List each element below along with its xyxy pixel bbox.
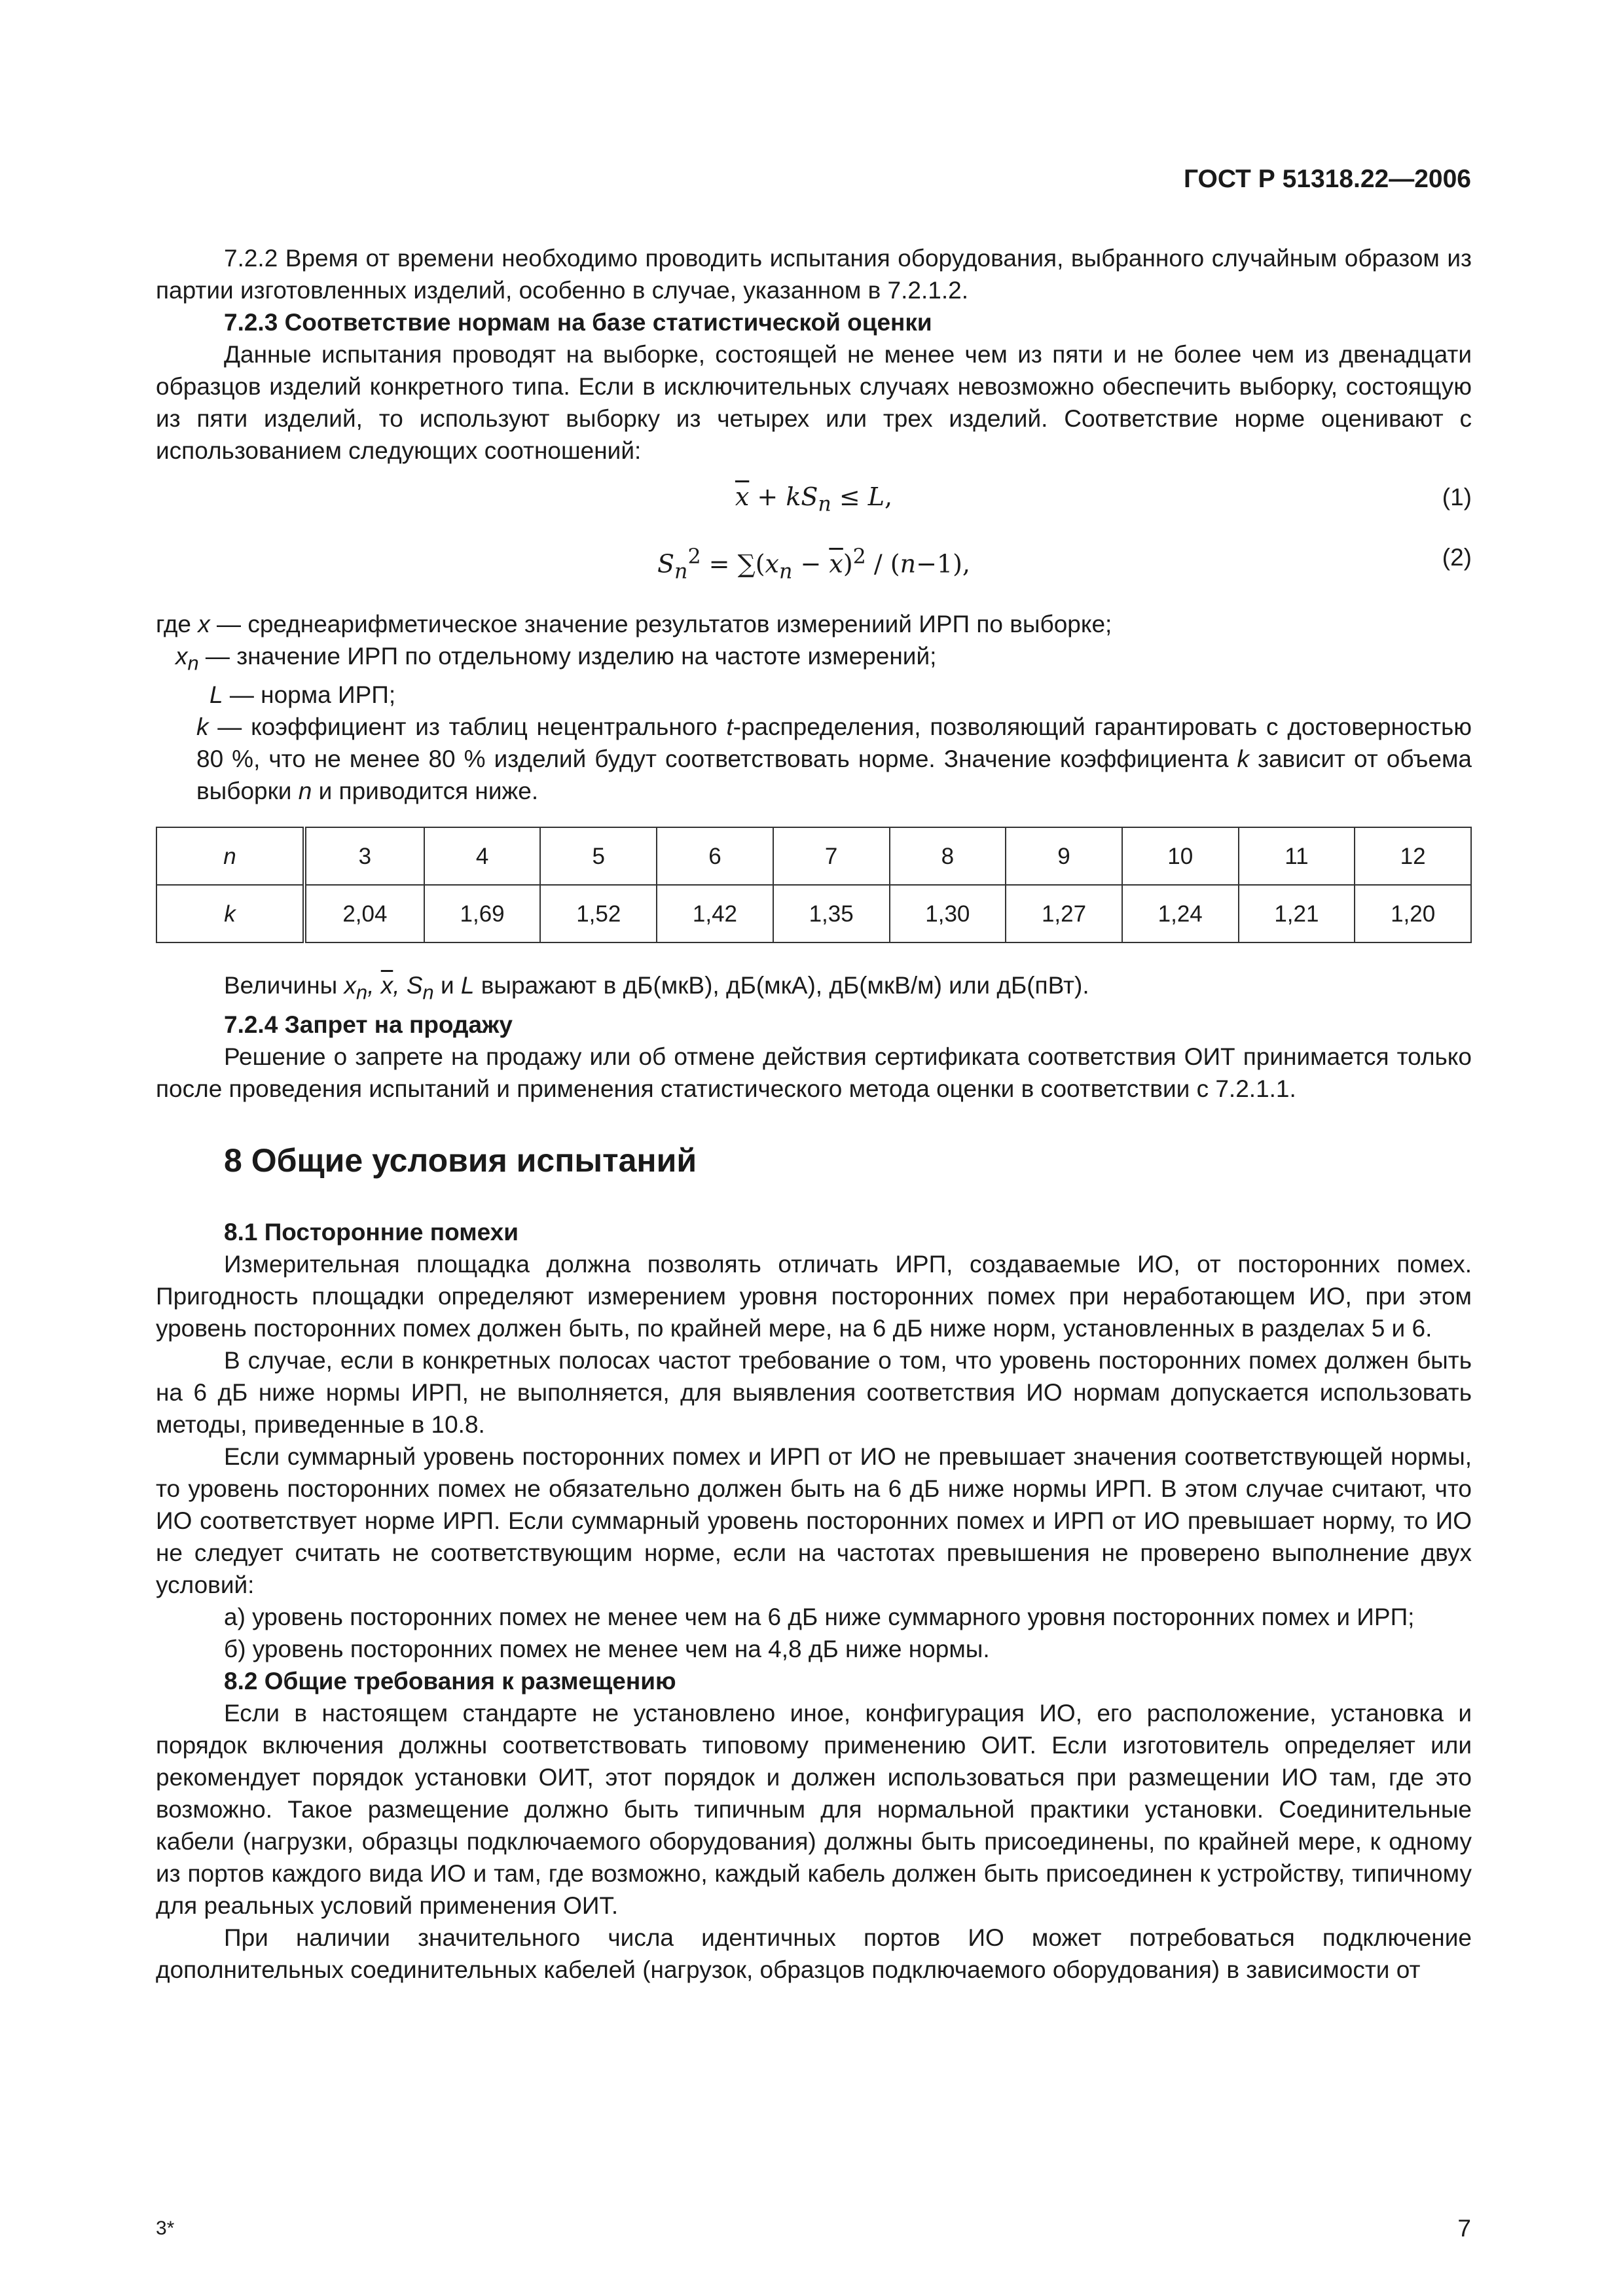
table-cell: 11	[1239, 827, 1355, 885]
definition-L-text: — норма ИРП;	[223, 681, 396, 709]
paragraph-7-2-2: 7.2.2 Время от времени необходимо проводить испытания оборудования, выбранного случайным образом из партии изготовленных изделий, особенно в случае, указанном в 7.2.1.2.	[156, 245, 1472, 304]
table-cell: 3	[304, 827, 424, 885]
list-item-a: а) уровень посторонних помех не менее чем на 6 дБ ниже суммарного уровня посторонних помех и ИРП;	[224, 1603, 1415, 1630]
table-cell: 1,52	[540, 885, 657, 942]
definition-xn	[156, 640, 1472, 679]
table-cell: 1,21	[1239, 885, 1355, 942]
definition-k-text-b: -распределения, позволяющий гарантировать с достоверностью 80 %, что не менее 80 % изделий будут соответствовать норме. Значение коэффициента	[196, 713, 1472, 773]
table-header-k: k	[156, 885, 304, 942]
symbol-k-inline: k	[1237, 745, 1249, 773]
paragraph-8-1-1: Измерительная площадка должна позволять отличать ИРП, создаваемые ИО, от посторонних помех. Пригодность площадки определяют измерением уровня посторонних помех при неработающем ИО, при этом уровень посторонних помех должен быть, по крайней мере, на 6 дБ ниже норм, установленных в разделах 5 и 6.	[156, 1250, 1472, 1342]
paragraph-8-1-3: Если суммарный уровень посторонних помех и ИРП от ИО не превышает значения соответствующей нормы, то уровень посторонних помех не обязательно должен быть на 6 дБ ниже нормы ИРП. В этом случае считают, что ИО соответствует норме ИРП. Если суммарный уровень посторонних помех и ИРП от ИО превышает норму, то ИО не следует считать не соответствующим норме, если на частотах превышения не проверено выполнение двух условий:	[156, 1443, 1472, 1598]
definition-k	[156, 711, 1472, 807]
formula-1	[156, 469, 1472, 529]
k-coefficient-table	[156, 827, 1472, 943]
paragraph-8-2-2: При наличии значительного числа идентичных портов ИО может потребоваться подключение дополнительных соединительных кабелей (нагрузок, образцов подключаемого оборудования) в зависимости от	[156, 1924, 1472, 1983]
paragraph-8-2-1: Если в настоящем стандарте не установлено иное, конфигурация ИО, его расположение, установка и порядок включения должны соответствовать типовому применению ОИТ. Если изготовитель определяет или рекомендует порядок установки ОИТ, этот порядок и должен использоваться при размещении ИО там, где это возможно. Такое размещение должно быть типичным для нормальной практики установки. Соединительные кабели (нагрузки, образцы подключаемого оборудования) должны быть присоединены, по крайней мере, к одному из портов каждого вида ИО и там, где возможно, каждый кабель должен быть присоединен к устройству, типичному для реальных условий применения ОИТ.	[156, 1699, 1472, 1919]
page-content	[156, 242, 1472, 1986]
table-cell: 8	[890, 827, 1006, 885]
table-cell: 1,30	[890, 885, 1006, 942]
units-note-a: Величины	[224, 972, 344, 999]
heading-7-2-4: 7.2.4 Запрет на продажу	[224, 1011, 513, 1038]
symbol-k: k	[196, 713, 209, 741]
table-header-n: n	[156, 827, 304, 885]
paragraph-8-1-2: В случае, если в конкретных полосах частот требование о том, что уровень посторонних помех должен быть на 6 дБ ниже нормы ИРП, не выполняется, для выявления соответствия ИО нормам допускается использовать методы, приведенные в 10.8.	[156, 1346, 1472, 1438]
symbol-t: t	[726, 713, 733, 741]
definition-k-text-c: зависит от объема выборки	[196, 745, 1472, 805]
table-row	[156, 885, 1471, 942]
units-note-c: выражают в дБ(мкВ), дБ(мкА), дБ(мкВ/м) или дБ(пВт).	[474, 972, 1089, 999]
table-cell: 1,24	[1122, 885, 1239, 942]
formula-2-expression: $S_n^2 = \sum(x_n - \overline{x})^2 / (n-1)$,	[657, 545, 970, 584]
units-note	[156, 969, 1472, 1008]
definition-x-text: — среднеарифметическое значение результатов измерениий ИРП по выборке;	[210, 611, 1112, 637]
symbol-n: n	[298, 778, 312, 805]
table-cell: 12	[1355, 827, 1471, 885]
table-cell: 4	[424, 827, 541, 885]
symbol-L-inline: L	[460, 972, 475, 999]
heading-8-2: 8.2 Общие требования к размещению	[224, 1667, 676, 1695]
heading-section-8: 8 Общие условия испытаний	[224, 1141, 697, 1179]
list-item-b: б) уровень посторонних помех не менее чем на 4,8 дБ ниже нормы.	[224, 1635, 990, 1662]
formula-1-number: (1)	[1442, 484, 1472, 511]
symbol-xn: $x_n$	[175, 643, 199, 675]
definition-xn-text: — значение ИРП по отдельному изделию на частоте измерений;	[198, 643, 937, 670]
symbol-L: L	[210, 681, 223, 709]
table-cell: 2,04	[304, 885, 424, 942]
table-cell: 9	[1006, 827, 1122, 885]
symbol-x: x	[198, 611, 210, 637]
table-cell: 1,35	[773, 885, 890, 942]
standard-header: ГОСТ Р 51318.22—2006	[1183, 165, 1471, 193]
table-cell: 1,42	[657, 885, 773, 942]
page-number: 7	[1457, 2215, 1471, 2242]
definition-k-text-a: — коэффициент из таблиц нецентрального	[208, 713, 727, 741]
heading-8-1: 8.1 Посторонние помехи	[224, 1218, 519, 1246]
table-cell: 10	[1122, 827, 1239, 885]
table-cell: 6	[657, 827, 773, 885]
definition-L	[156, 679, 1472, 711]
table-row	[156, 827, 1471, 885]
symbol-list: $x_n$, $\overline{x}$, $S_n$	[344, 972, 434, 1004]
units-note-b: и	[433, 972, 461, 999]
formula-1-expression: $\overline{x} + kS_n \le L$,	[735, 482, 893, 516]
formula-2	[156, 529, 1472, 590]
table-cell: 1,69	[424, 885, 541, 942]
table-cell: 5	[540, 827, 657, 885]
table-cell: 7	[773, 827, 890, 885]
paragraph-7-2-3: Данные испытания проводят на выборке, состоящей не менее чем из пяти и не более чем из двенадцати образцов изделий конкретного типа. Если в исключительных случаях невозможно обеспечить выборку, состоящую из пяти изделий, то используют выборку из четырех или трех изделий. Соответствие норме оценивают с использованием следующих соотношений:	[156, 341, 1472, 464]
formula-2-number: (2)	[1442, 544, 1472, 571]
definition-x	[156, 608, 1472, 640]
footer-sheet-mark: 3*	[156, 2217, 175, 2239]
table-cell: 1,27	[1006, 885, 1122, 942]
definition-prefix: где	[156, 611, 198, 637]
definitions	[156, 608, 1472, 807]
definition-k-text-d: и приводится ниже.	[312, 778, 539, 805]
heading-7-2-3: 7.2.3 Соответствие нормам на базе статистической оценки	[224, 309, 932, 336]
table-cell: 1,20	[1355, 885, 1471, 942]
paragraph-7-2-4: Решение о запрете на продажу или об отмене действия сертификата соответствия ОИТ принимается только после проведения испытаний и применения статистического метода оценки в соответствии с 7.2.1.1.	[156, 1043, 1472, 1102]
